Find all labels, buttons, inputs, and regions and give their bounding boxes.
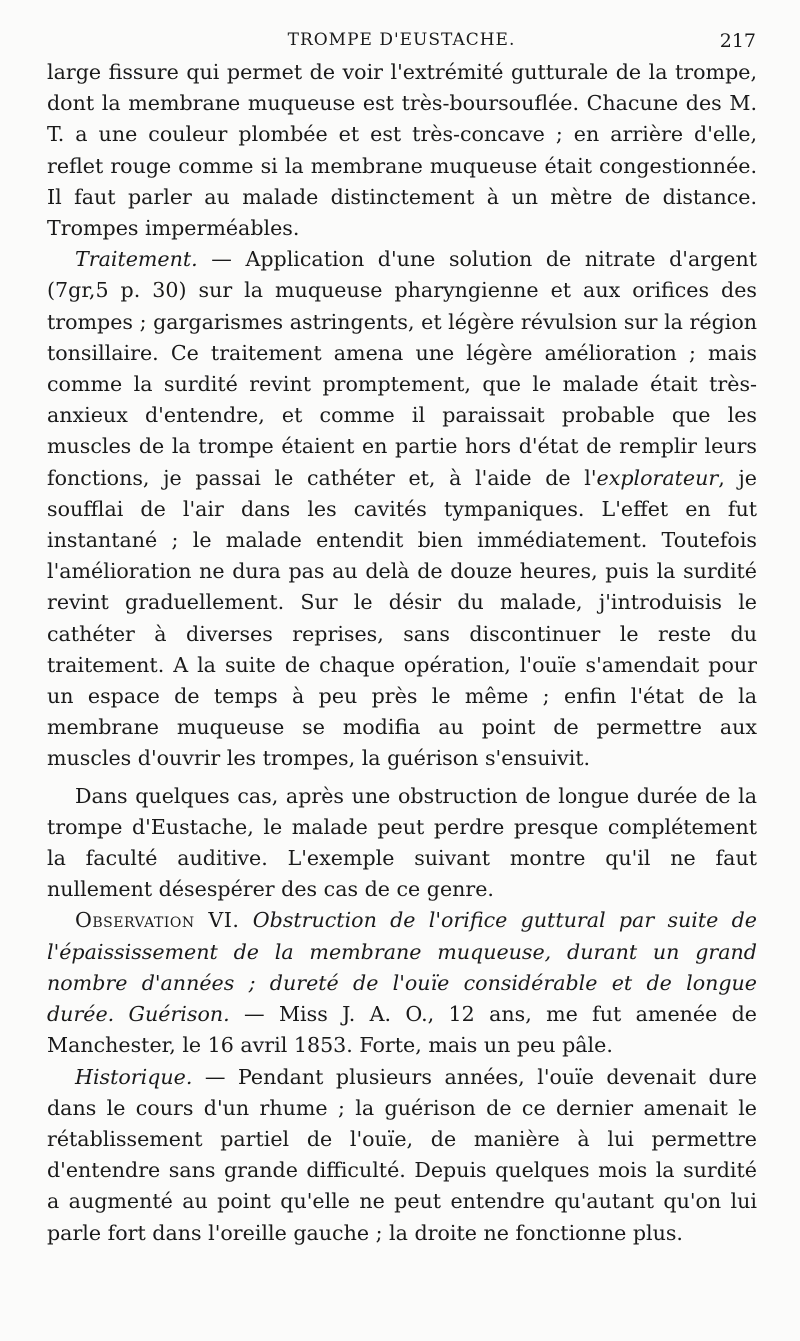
history-text: — Pendant plusieurs années, l'ouïe devenait dure dans le cours d'un rhume ; la guérison de ce dernier amenait le rétablissement partiel de l'ouïe, de manière à lui permettre d'entendre sans grande difficulté. Depuis quelques mois la surdité a augmenté au point qu'elle ne peut entendre qu'autant qu'on lui parle fort dans l'oreille gauche ; la droite ne fonctionne plus. (47, 1064, 757, 1245)
paragraph-case-findings: large fissure qui permet de voir l'extrémité gutturale de la trompe, dont la membrane muqueuse est très-boursouflée. Chacune des M. T. a une couleur plombée et est très-concave ; en arrière d'elle, reflet rouge comme si la membrane muqueuse était congestionnée. Il faut parler au malade distinctement à un mètre de distance. Trompes imperméables. (47, 60, 757, 241)
treatment-text-end: , je soufflai de l'air dans les cavités tympaniques. L'effet en fut instantané ; le malade entendit bien immédiatement. Toutefois l'amélioration ne dura pas au delà de douze heures, puis la surdité revint graduellement. Sur le désir du malade, j'introduisis le cathéter à diverses reprises, sans discontinuer le reste du traitement. A la suite de chaque opération, l'ouïe s'amendait pour un espace de temps à peu près le même ; enfin l'état de la membrane muqueuse se modifia au point de permettre aux muscles d'ouvrir les trompes, la guérison s'ensuivit. (47, 465, 757, 771)
treatment-label: Traitement. (75, 247, 198, 272)
body-text (47, 57, 757, 1249)
observation-text: — Miss J. A. O., 12 ans, me fut amenée de Manchester, le 16 avril 1853. Forte, mais un peu pâle. (47, 1002, 757, 1058)
observation-label: Observation VI. (75, 908, 240, 933)
paragraph-general-remark: Dans quelques cas, après une obstruction de longue durée de la trompe d'Eustache, le malade peut perdre presque complétement la faculté auditive. L'exemple suivant montre qu'il ne faut nullement désespérer des cas de ce genre. (47, 783, 757, 902)
paragraph-history (47, 1062, 757, 1249)
page-number: 217 (719, 30, 756, 52)
explorateur-term: explorateur (596, 465, 719, 490)
observation-title: Obstruction de l'orifice guttural par suite de l'épaississement de la membrane muqueuse, durant un grand nombre d'années ; dureté de l'ouïe considérable et de longue durée. Guérison. (47, 908, 757, 1027)
paragraph-treatment (47, 244, 757, 774)
treatment-text: — Application d'une solution de nitrate d'argent (7gr,5 p. 30) sur la muqueuse pharyngienne et aux orifices des trompes ; gargarismes astringents, et légère révulsion sur la région tonsillaire. Ce traitement amena une légère amélioration ; mais comme la surdité revint promptement, que le malade était très-anxieux d'entendre, et comme il paraissait probable que les muscles de la trompe étaient en partie hors d'état de remplir leurs fonctions, je passai le cathéter et, à l'aide de l' (47, 247, 757, 490)
running-title: TROMPE D'EUSTACHE. (287, 30, 516, 50)
paragraph-observation (47, 905, 757, 1061)
running-head (47, 30, 756, 58)
history-label: Historique. (75, 1064, 193, 1089)
